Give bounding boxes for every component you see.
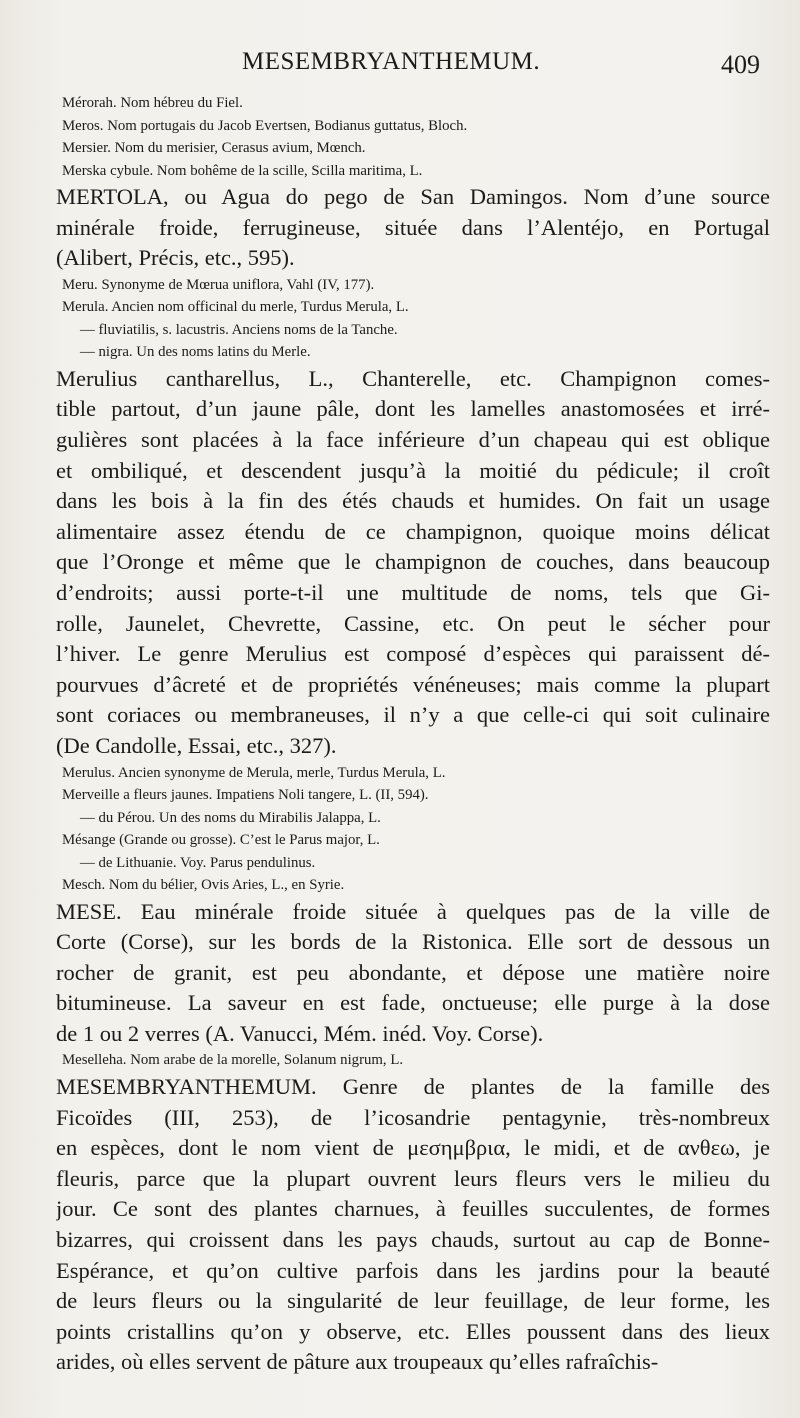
entry-line: MERTOLA, ou Agua do pego de San Damingos. Nom d’une source <box>56 184 770 209</box>
minor-entry: Merska cybule. Nom bohême de la scille, Scilla maritima, L. <box>62 162 423 179</box>
entry-line: Merulius cantharellus, L., Chanterelle, etc. Champignon comes- <box>56 365 770 391</box>
minor-entry: Meselleha. Nom arabe de la morelle, Solanum nigrum, L. <box>62 1052 404 1069</box>
entry-line: arides, où elles servent de pâture aux troupeaux qu’elles rafraîchis- <box>56 1349 659 1375</box>
entry-line: bizarres, qui croissent dans les pays chauds, surtout au cap de Bonne- <box>56 1226 770 1252</box>
minor-entry: Meros. Nom portugais du Jacob Evertsen, Bodianus guttatus, Bloch. <box>62 117 468 134</box>
entry-line: pourvues d’âcreté et de propriétés vénéneuses; mais comme la plupart <box>56 671 770 697</box>
page-number: 409 <box>721 50 760 79</box>
entry-line: alimentaire assez étendu de ce champignon, quoique moins délicat <box>56 518 770 544</box>
minor-entry: Merulus. Ancien synonyme de Merula, merle, Turdus Merula, L. <box>62 764 446 781</box>
entry-line: sont coriaces ou membraneuses, il n’y a que celle-ci qui soit culinaire <box>56 702 770 728</box>
minor-entry: Merula. Ancien nom officinal du merle, Turdus Merula, L. <box>62 299 409 316</box>
entry-line: de leurs fleurs ou la singularité de leur feuillage, de leur forme, les <box>56 1288 770 1314</box>
entry-line: bitumineuse. La saveur en est fade, onctueuse; elle purge à la dose <box>56 990 770 1016</box>
main-entry <box>56 1072 770 1378</box>
entry-line: rolle, Jaunelet, Chevrette, Cassine, etc. On peut le sécher pour <box>56 610 770 636</box>
minor-entry: Merveille a fleurs jaunes. Impatiens Noli tangere, L. (II, 594). <box>62 787 429 803</box>
entry-line: MESE. Eau minérale froide située à quelques pas de la ville de <box>56 898 770 924</box>
entry-line: Corte (Corse), sur les bords de la Ristonica. Elle sort de dessous un <box>56 929 770 955</box>
minor-entry: Mesch. Nom du bélier, Ovis Aries, L., en Syrie. <box>62 877 345 893</box>
entry-line: (De Candolle, Essai, etc., 327). <box>56 732 337 758</box>
entry-line: Espérance, et qu’on cultive parfois dans les jardins pour la beauté <box>56 1257 770 1283</box>
entry-line: d’endroits; aussi porte-t-il une multitude de noms, tels que Gi- <box>56 579 770 605</box>
entry-line: dans les bois à la fin des étés chauds et humides. On fait un usage <box>56 488 770 514</box>
main-entry <box>56 182 770 274</box>
entry-line: jour. Ce sont des plantes charnues, à feuilles succulentes, de formes <box>56 1196 770 1222</box>
entry-line: minérale froide, ferrugineuse, située dans l’Alentéjo, en Portugal <box>56 214 770 240</box>
dictionary-entries <box>56 92 770 1378</box>
running-title: MESEMBRYANTHEMUM. <box>242 48 541 75</box>
minor-entry: Mésange (Grande ou grosse). C’est le Parus major, L. <box>62 832 380 848</box>
entry-line: rocher de granit, est peu abondante, et dépose une matière noire <box>56 959 770 985</box>
sub-entry: — du Pérou. Un des noms du Mirabilis Jalappa, L. <box>80 809 381 826</box>
minor-entry: Meru. Synonyme de Mœrua uniflora, Vahl (IV, 177). <box>62 276 375 293</box>
minor-entry: Mérorah. Nom hébreu du Fiel. <box>62 95 243 111</box>
main-entry <box>56 897 770 1050</box>
sub-entry: — nigra. Un des noms latins du Merle. <box>80 344 311 361</box>
entry-line: Ficoïdes (III, 253), de l’icosandrie pentagynie, très-nombreux <box>56 1104 770 1130</box>
entry-line: tible partout, d’un jaune pâle, dont les lamelles anastomosées et irré- <box>56 396 770 422</box>
entry-line: (Alibert, Précis, etc., 595). <box>56 245 295 271</box>
entry-line: l’hiver. Le genre Merulius est composé d’espèces qui paraissent dé- <box>56 641 770 667</box>
sub-entry: — fluviatilis, s. lacustris. Anciens noms de la Tanche. <box>80 321 398 338</box>
minor-entry: Mersier. Nom du merisier, Cerasus avium, Mœnch. <box>62 140 366 156</box>
entry-line: MESEMBRYANTHEMUM. Genre de plantes de la famille des <box>56 1073 770 1099</box>
main-entry <box>56 364 770 762</box>
entry-line: points cristallins qu’on y observe, etc. Elles poussent dans des lieux <box>56 1318 770 1344</box>
sub-entry: — de Lithuanie. Voy. Parus pendulinus. <box>80 854 316 871</box>
entry-line: que l’Oronge et même que le champignon de couches, dans beaucoup <box>56 549 770 575</box>
entry-line: et ombiliqué, et descendent jusqu’à la moitié du pédicule; il croît <box>56 457 770 483</box>
entry-line: en espèces, dont le nom vient de μεσημβρια, le midi, et de ανθεω, je <box>56 1135 770 1161</box>
entry-line: fleuris, parce que la plupart ouvrent leurs fleurs vers le milieu du <box>56 1165 770 1191</box>
entry-line: gulières sont placées à la face inférieure d’un chapeau qui est oblique <box>56 426 770 452</box>
entry-line: de 1 ou 2 verres (A. Vanucci, Mém. inéd. Voy. Corse). <box>56 1020 544 1046</box>
page-header <box>56 48 770 88</box>
